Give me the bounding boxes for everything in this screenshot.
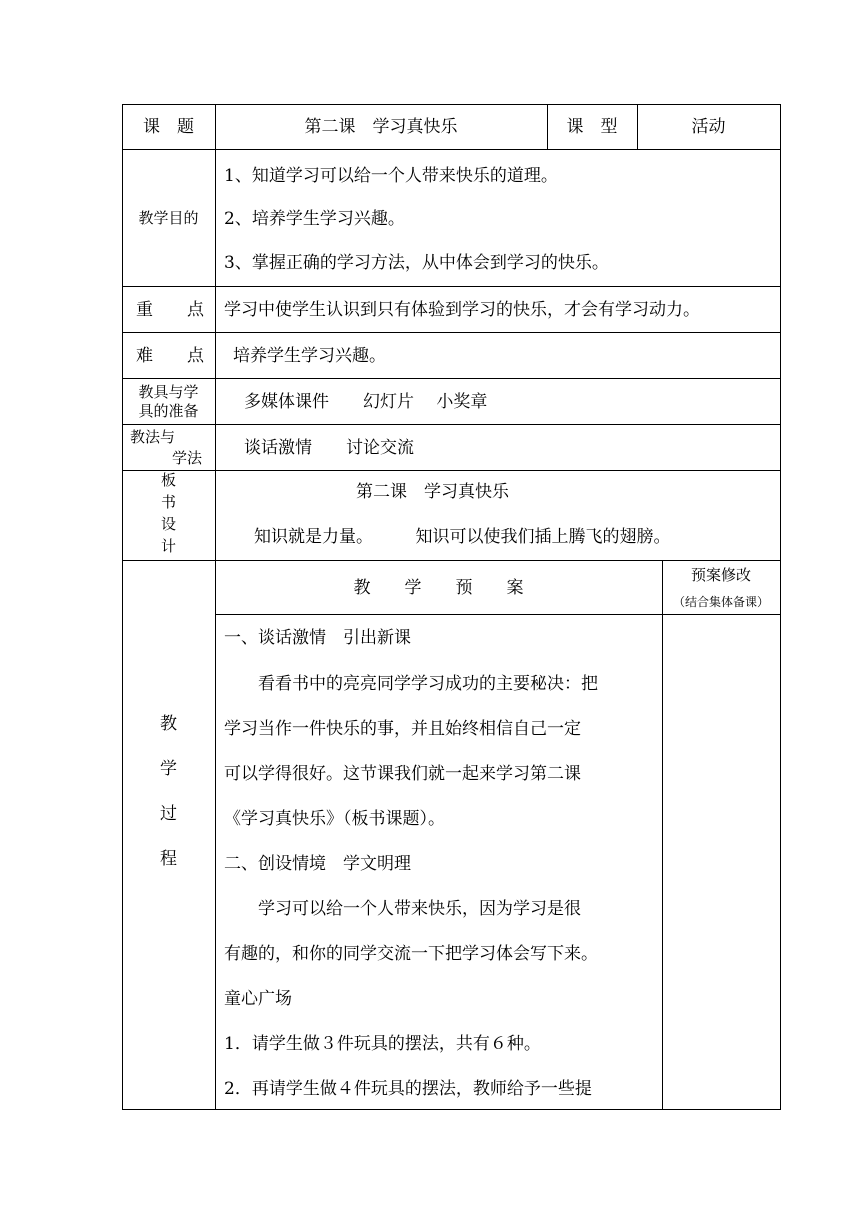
topic-label: 课 题 [143,117,194,137]
topic-value: 第二课 学习真快乐 [304,117,458,137]
row-divider [122,149,781,150]
row-divider [122,560,781,561]
plan-header: 教 学 预 案 [353,578,524,598]
materials-label: 具的准备 [138,402,199,420]
process-label-char: 学 [160,759,177,779]
process-line: 学习可以给一个人带来快乐，因为学习是很 [224,899,581,919]
process-line: 2．再请学生做４件玩具的摆法，教师给予一些提 [224,1079,592,1099]
board-label-char: 板 [160,471,176,489]
key-point-value: 学习中使学生认识到只有体验到学习的快乐，才会有学习动力。 [224,300,700,320]
difficulty-value: 培养学生学习兴趣。 [233,346,386,366]
key-point-label: 重 点 [136,300,204,320]
materials-value: 多媒体课件 幻灯片 小奖章 [244,392,488,412]
process-line: 《学习真快乐》（板书课题）。 [224,809,445,829]
row-divider [122,332,781,333]
process-line: 二、创设情境 学文明理 [224,854,411,874]
process-line: 有趣的，和你的同学交流一下把学习体会写下来。 [224,944,598,964]
row-divider [122,470,781,471]
row-divider [215,614,781,615]
revise-subheader: （结合集体备课） [672,595,769,609]
objective-item: 2、培养学生学习兴趣。 [224,209,405,229]
type-label: 课 型 [566,117,618,137]
methods-value: 谈话激情 讨论交流 [244,438,414,458]
row-divider [122,286,781,287]
methods-label: 教法与 [130,428,176,446]
objective-item: 3、掌握正确的学习方法，从中体会到学习的快乐。 [224,253,609,273]
process-line: 童心广场 [224,989,292,1009]
table-border-bottom [122,1109,781,1110]
process-label-char: 程 [160,849,177,869]
board-label-char: 书 [160,493,176,511]
process-line: 一、谈话激情 引出新课 [224,628,411,648]
process-label-char: 教 [160,714,177,734]
process-label-char: 过 [160,804,177,824]
row-divider [122,424,781,425]
board-title: 第二课 学习真快乐 [356,482,509,502]
process-line: 1．请学生做３件玩具的摆法，共有６种。 [224,1034,541,1054]
column-divider [662,560,663,1110]
table-border-left [122,104,123,1110]
revise-header: 预案修改 [690,566,751,584]
objectives-label: 教学目的 [138,209,199,227]
row-divider [122,378,781,379]
methods-label: 学法 [172,449,203,467]
lesson-plan-table [122,104,781,1110]
process-line: 看看书中的亮亮同学学习成功的主要秘决：把 [224,674,598,694]
materials-label: 教具与学 [138,383,199,401]
type-value: 活动 [691,117,726,137]
process-line: 学习当作一件快乐的事，并且始终相信自己一定 [224,719,581,739]
table-border-top [122,104,781,105]
objective-item: 1、知道学习可以给一个人带来快乐的道理。 [224,166,558,186]
process-line: 可以学得很好。这节课我们就一起来学习第二课 [224,764,581,784]
difficulty-label: 难 点 [136,346,204,366]
board-label-char: 计 [160,537,176,555]
column-divider [215,104,216,1110]
board-line: 知识就是力量。 知识可以使我们插上腾飞的翅膀。 [254,527,671,547]
table-border-right [780,104,781,1110]
board-label-char: 设 [160,515,176,533]
